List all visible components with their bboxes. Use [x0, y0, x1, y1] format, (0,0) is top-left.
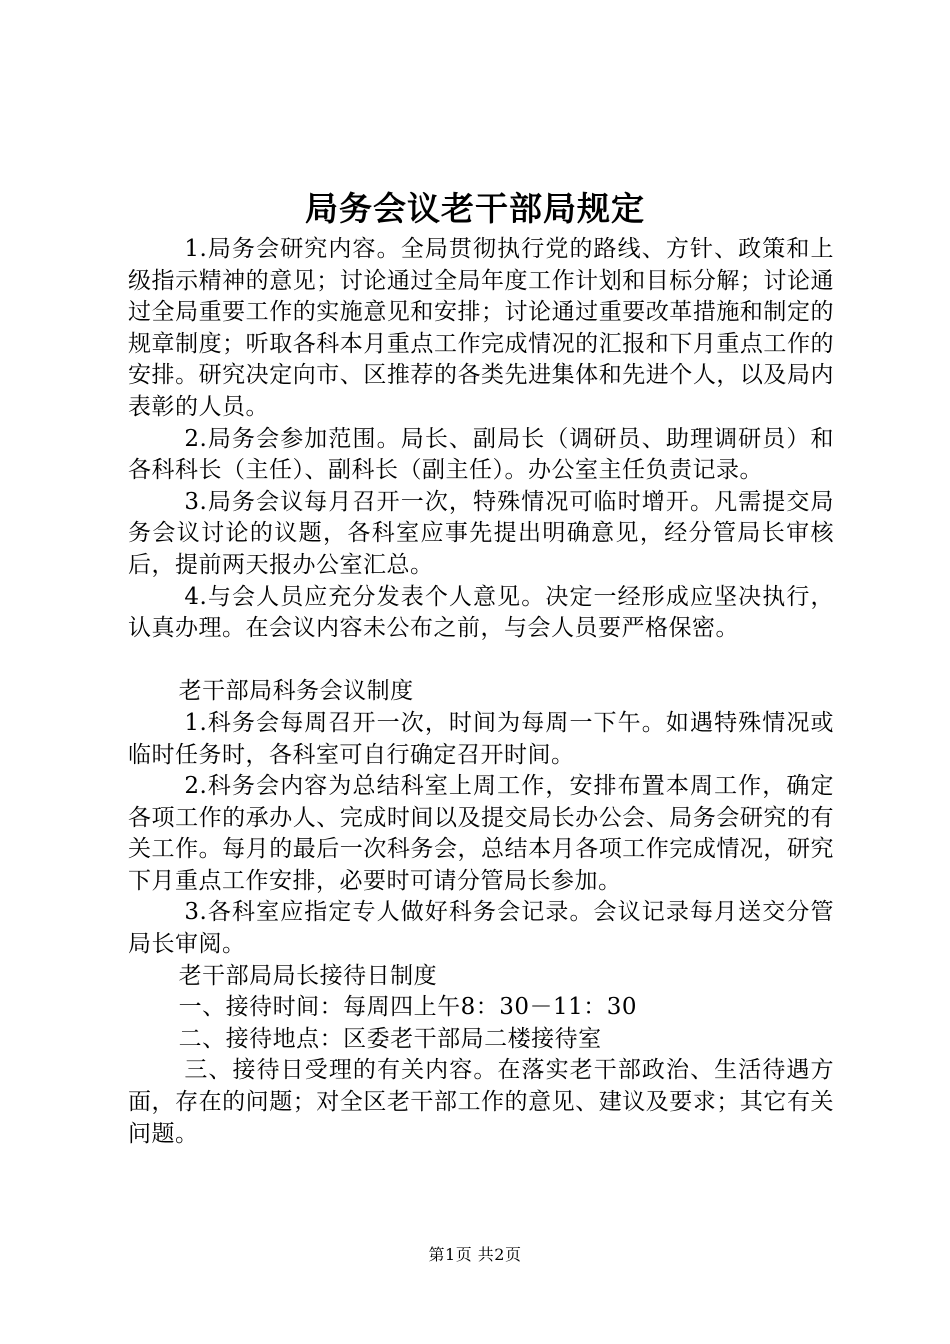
paragraph: 3.各科室应指定专人做好科务会记录。会议记录每月送交分管局长审阅。: [128, 899, 834, 958]
paragraph: 2.局务会参加范围。局长、副局长（调研员、助理调研员）和各科科长（主任）、副科长（副主任）。办公室主任负责记录。: [128, 425, 834, 484]
document-body: [128, 234, 834, 1150]
page-number: 第1页 共2页: [428, 1245, 522, 1264]
section-heading: 老干部局局长接待日制度: [178, 962, 438, 989]
paragraph: 一、接待时间：每周四上午8：30－11：30: [178, 994, 638, 1021]
paragraph: 1.局务会研究内容。全局贯彻执行党的路线、方针、政策和上级指示精神的意见；讨论通过全局年度工作计划和目标分解；讨论通过全局重要工作的实施意见和安排；讨论通过重要改革措施和制定的规章制度；听取各科本月重点工作完成情况的汇报和下月重点工作的安排。研究决定向市、区推荐的各类先进集体和先进个人，以及局内表彰的人员。: [128, 236, 834, 420]
paragraph: 1.科务会每周召开一次，时间为每周一下午。如遇特殊情况或临时任务时，各科室可自行确定召开时间。: [128, 709, 834, 768]
paragraph: 2.科务会内容为总结科室上周工作，安排布置本周工作，确定各项工作的承办人、完成时间以及提交局长办公会、局务会研究的有关工作。每月的最后一次科务会，总结本月各项工作完成情况，研究下月重点工作安排，必要时可请分管局长参加。: [128, 773, 834, 894]
paragraph: 3.局务会议每月召开一次，特殊情况可临时增开。凡需提交局务会议讨论的议题，各科室应事先提出明确意见，经分管局长审核后，提前两天报办公室汇总。: [128, 488, 834, 578]
section-heading: 老干部局科务会议制度: [178, 678, 414, 705]
paragraph: 三、接待日受理的有关内容。在落实老干部政治、生活待遇方面，存在的问题；对全区老干部工作的意见、建议及要求；其它有关问题。: [128, 1057, 834, 1147]
paragraph: 4.与会人员应充分发表个人意见。决定一经形成应坚决执行，认真办理。在会议内容未公布之前，与会人员要严格保密。: [128, 583, 834, 642]
blank-line: [128, 645, 834, 677]
paragraph: 二、接待地点：区委老干部局二楼接待室: [178, 1025, 602, 1052]
document-title: 局务会议老干部局规定: [305, 189, 645, 228]
